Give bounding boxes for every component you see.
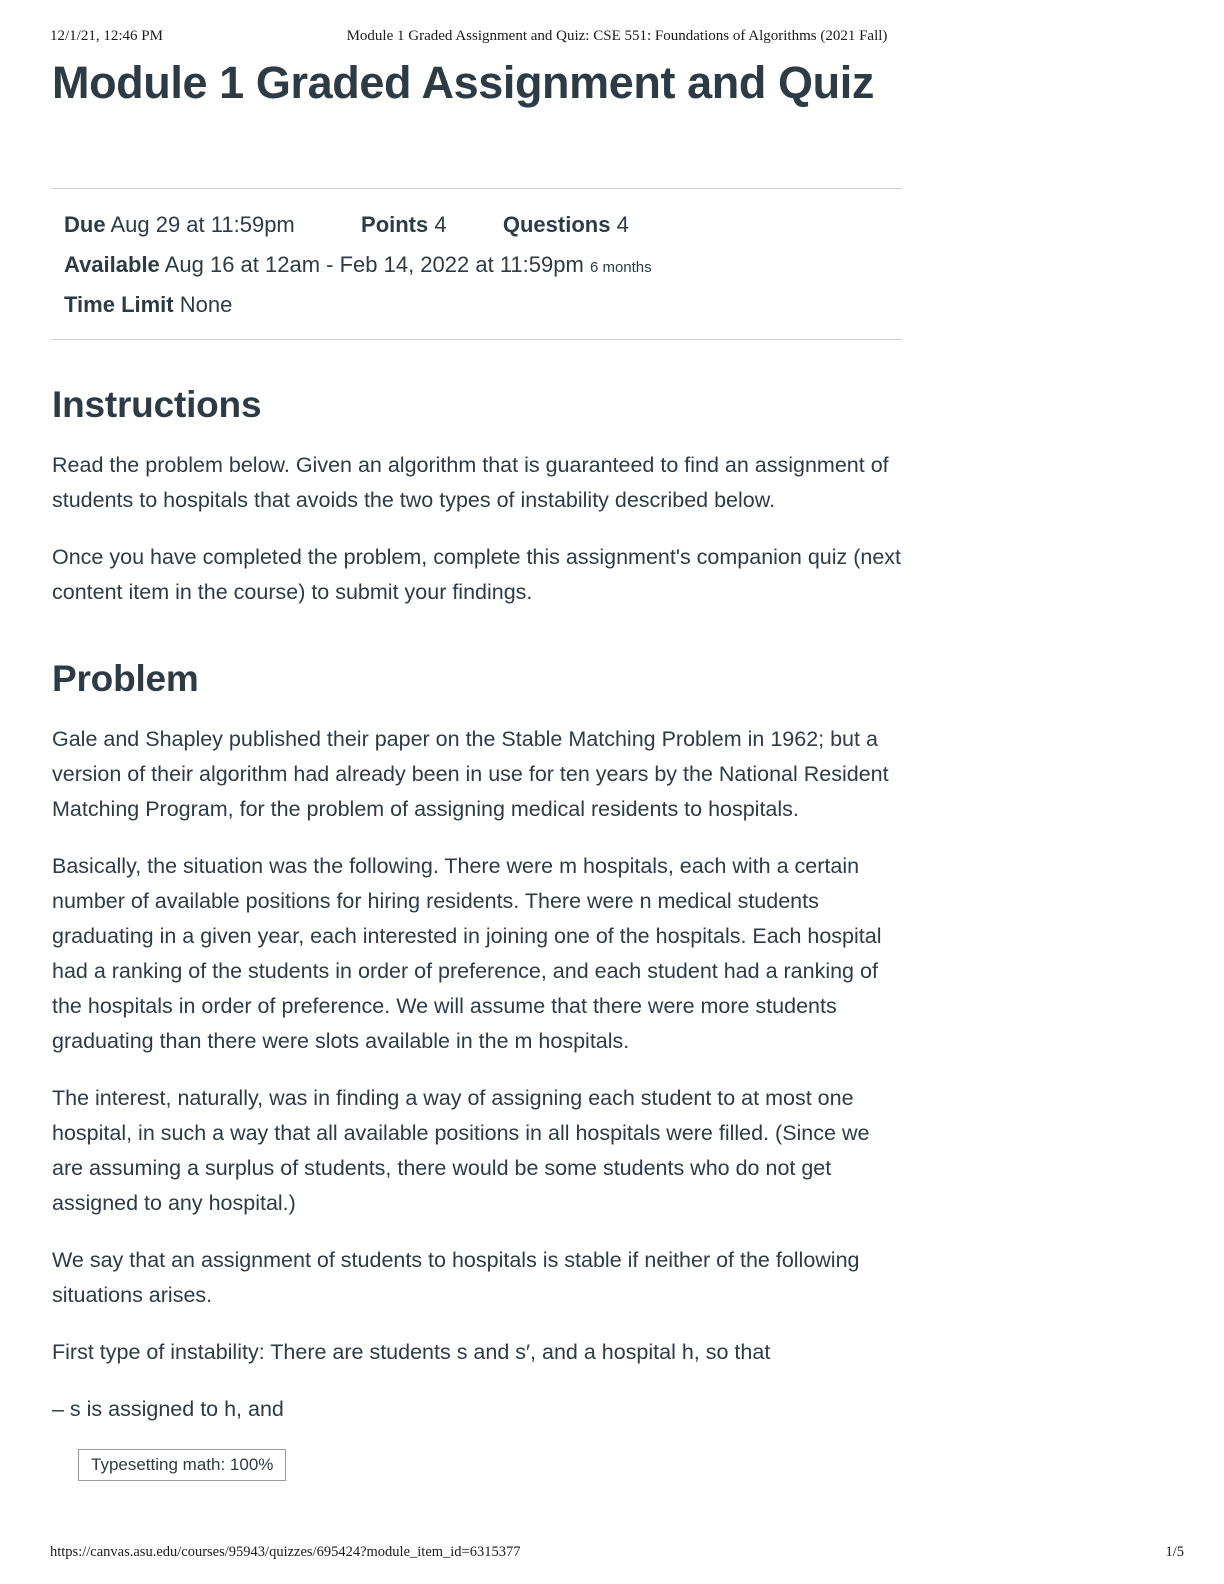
problem-heading: Problem [52, 657, 199, 699]
time-limit-value: None [179, 291, 233, 317]
problem-paragraph: We say that an assignment of students to hospitals is stable if neither of the following situations arises. [52, 1248, 860, 1308]
problem-paragraph: The interest, naturally, was in finding a way of assigning each student to at most one hospital, in such a way that all available positions in all hospitals were filled. (Since we are assuming a surplus of students, there would be some students who do not get assigned to any hospital.) [52, 1086, 870, 1216]
meta-row-time-limit [64, 285, 902, 325]
print-footer-url: https://canvas.asu.edu/courses/95943/quizzes/695424?module_item_id=6315377 [50, 1544, 521, 1560]
available-label: Available [64, 251, 160, 277]
meta-row-due [64, 205, 902, 245]
print-footer-page-number: 1/5 [1165, 1544, 1184, 1560]
points-label: Points [361, 211, 429, 237]
mathjax-status-tooltip: Typesetting math: 100% [78, 1449, 286, 1481]
print-footer [50, 1542, 1184, 1562]
instructions-paragraph: Once you have completed the problem, complete this assignment's companion quiz (next content item in the course) to submit your findings. [52, 544, 902, 604]
problem-instability-condition: – s is assigned to h, and [52, 1397, 284, 1422]
print-header [50, 26, 1184, 46]
questions-value: 4 [616, 211, 629, 237]
instructions-heading: Instructions [52, 383, 262, 425]
due-value: Aug 29 at 11:59pm [110, 211, 295, 237]
questions-label: Questions [502, 211, 611, 237]
due-label: Due [64, 211, 106, 237]
meta-row-available [64, 245, 902, 285]
print-timestamp: 12/1/21, 12:46 PM [50, 28, 163, 44]
time-limit-label: Time Limit [64, 291, 174, 317]
available-duration: 6 months [589, 258, 652, 276]
document-body [52, 58, 902, 1449]
meta-divider-bottom [52, 339, 902, 340]
available-value: Aug 16 at 12am - Feb 14, 2022 at 11:59pm [164, 251, 584, 277]
points-value: 4 [434, 211, 447, 237]
problem-paragraph: Basically, the situation was the following. There were m hospitals, each with a certain number of available positions for hiring residents. There were n medical students graduating in a given year, each interested in joining one of the hospitals. Each hospital had a ranking of the students in order of preference, and each student had a ranking of the hospitals in order of preference. We will assume that there were more students graduating than there were slots available in the m hospitals. [52, 853, 882, 1053]
page-title: Module 1 Graded Assignment and Quiz [52, 57, 874, 108]
instructions-paragraph: Read the problem below. Given an algorithm that is guaranteed to find an assignment of students to hospitals that avoids the two types of instability described below. [52, 452, 889, 512]
problem-instability-intro: First type of instability: There are students s and s′, and a hospital h, so that [52, 1340, 771, 1365]
print-document-title: Module 1 Graded Assignment and Quiz: CSE 551: Foundations of Algorithms (2021 Fall) [346, 28, 888, 44]
problem-paragraph: Gale and Shapley published their paper on the Stable Matching Problem in 1962; but a version of their algorithm had already been in use for ten years by the National Resident Matching Program, for the problem of assigning medical residents to hospitals. [52, 726, 889, 821]
quiz-meta-block [52, 189, 902, 339]
